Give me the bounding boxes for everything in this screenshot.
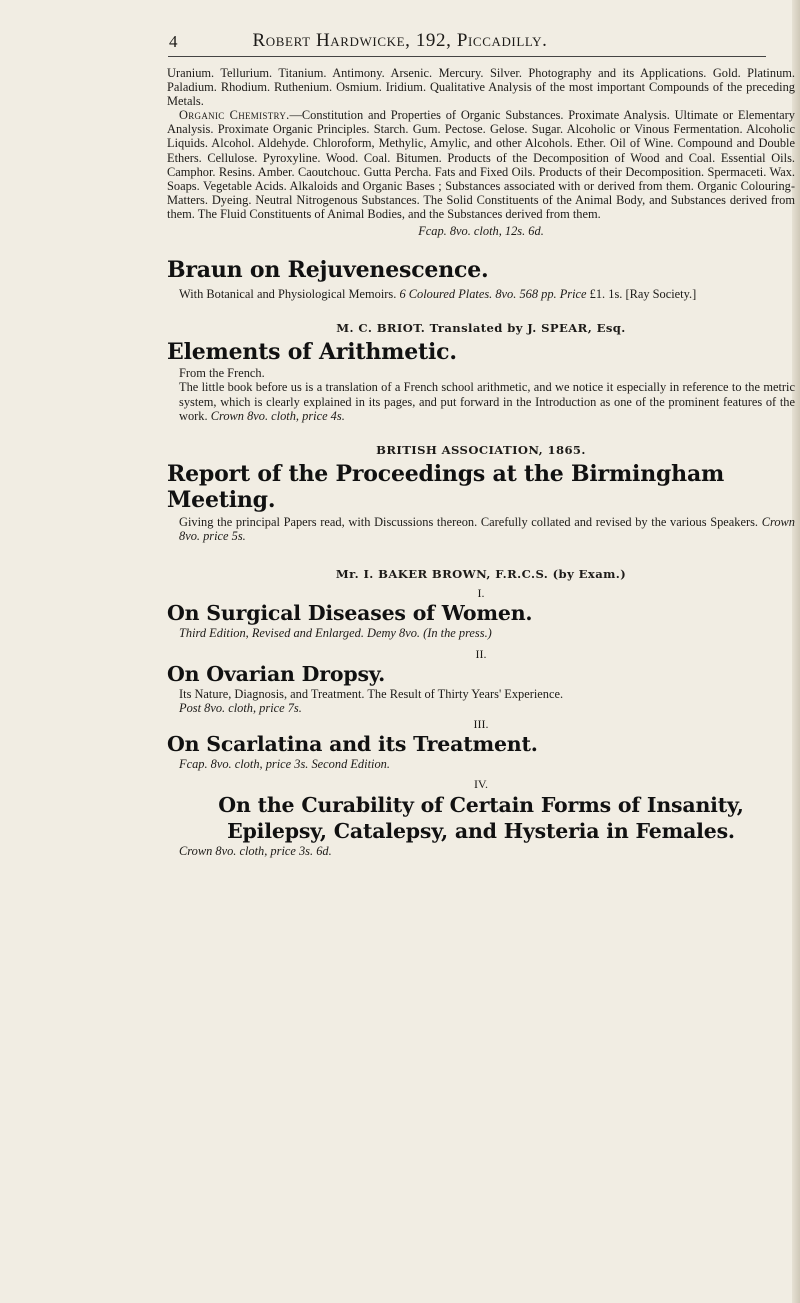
running-header xyxy=(0,30,800,54)
british-desc-text: Giving the principal Papers read, with Discussions thereon. Carefully collated and revised by the various Speakers. xyxy=(179,515,759,530)
braun-title: Braun on Rejuvenescence. xyxy=(167,257,489,284)
british-association-heading: BRITISH ASSOCIATION, 1865. xyxy=(376,443,586,458)
chemistry-continuation: Uranium. Tellurium. Titanium. Antimony. Arsenic. Mercury. Silver. Photography and its Applications. Gold. Platinum. Paladium. Rhodium. Ruthenium. Osmium. Iridium. Qualitative Analysis of the most important Compounds of the preceding Metals. xyxy=(167,66,795,109)
braun-desc-italic: 6 Coloured Plates. 8vo. 568 pp. Price xyxy=(399,287,587,302)
organic-chemistry-paragraph xyxy=(167,108,795,221)
briot-description xyxy=(179,380,795,423)
header-rule xyxy=(168,56,766,57)
organic-chemistry-label: Organic Chemistry. xyxy=(179,108,290,123)
work-1-number: I. xyxy=(477,586,485,601)
braun-description xyxy=(179,287,795,301)
work-1-title: On Surgical Diseases of Women. xyxy=(167,601,533,626)
briot-subtitle: From the French. xyxy=(179,366,265,381)
page-number: 4 xyxy=(169,32,178,51)
work-2-price: Post 8vo. cloth, price 7s. xyxy=(179,700,302,715)
work-2-description: Its Nature, Diagnosis, and Treatment. The Result of Thirty Years' Experience. xyxy=(179,686,564,701)
work-3-price: Fcap. 8vo. cloth, price 3s. Second Edition. xyxy=(179,757,390,772)
work-4-price: Crown 8vo. cloth, price 3s. 6d. xyxy=(179,844,332,859)
chemistry-price: Fcap. 8vo. cloth, 12s. 6d. xyxy=(418,224,544,239)
braun-desc-tail: £1. 1s. [Ray Society.] xyxy=(589,287,697,302)
work-1-price: Third Edition, Revised and Enlarged. Demy 8vo. (In the press.) xyxy=(179,626,492,641)
braun-desc-main: With Botanical and Physiological Memoirs. xyxy=(179,287,397,302)
briot-title: Elements of Arithmetic. xyxy=(167,339,457,366)
work-4-number: IV. xyxy=(473,777,489,792)
british-association-title: Report of the Proceedings at the Birmingham Meeting. xyxy=(167,461,725,514)
work-4-title: On the Curability of Certain Forms of Insanity, Epilepsy, Catalepsy, and Hysteria in Females. xyxy=(218,793,744,844)
british-price: Crown 8vo. price 5s. xyxy=(179,515,795,544)
briot-price: Crown 8vo. cloth, price 4s. xyxy=(210,408,345,423)
work-2-title: On Ovarian Dropsy. xyxy=(167,661,386,686)
organic-chemistry-text: —Constitution and Properties of Organic Substances. Proximate Analysis. Ultimate or Elementary Analysis. Proximate Organic Principles. Starch. Gum. Pectose. Gelose. Sugar. Alcoholic or Vinous Fermentation. Alcoholic Liquids. Alcohol. Aldehyde. Chloroform, Methylic, Amylic, and other Alcohols. Ether. Oil of Wine. Compound and Double Ethers. Cellulose. Pyroxyline. Wood. Coal. Bitumen. Products of the Decomposition of Wood and Coal. Essential Oils. Camphor. Resins. Amber. Caoutchouc. Gutta Percha. Fats and Fixed Oils. Products of their Decomposition. Spermaceti. Wax. Soaps. Vegetable Acids. Alkaloids and Organic Bases ; Substances associated with or derived from them. Organic Colouring-Matters. Dyeing. Neutral Nitrogenous Substances. The Solid Constituents of the Animal Body, and Substances derived from them. The Fluid Constituents of Animal Bodies, and the Substances derived from them. xyxy=(167,108,795,221)
content-column xyxy=(167,66,795,858)
briot-author: M. C. BRIOT. Translated by J. SPEAR, Esq. xyxy=(336,321,626,336)
work-2-number: II. xyxy=(475,646,487,661)
british-association-description xyxy=(179,515,795,543)
running-title: Robert Hardwicke, 192, Piccadilly. xyxy=(252,30,548,51)
brown-author: Mr. I. BAKER BROWN, F.R.C.S. (by Exam.) xyxy=(335,567,627,582)
briot-desc-text: The little book before us is a translation of a French school arithmetic, and we notice it especially in reference to the metric system, which is clearly explained in its pages, and put forward in the Introduction as one of the prominent features of the work. xyxy=(179,380,795,423)
work-3-title: On Scarlatina and its Treatment. xyxy=(167,732,538,757)
work-3-number: III. xyxy=(473,717,489,732)
